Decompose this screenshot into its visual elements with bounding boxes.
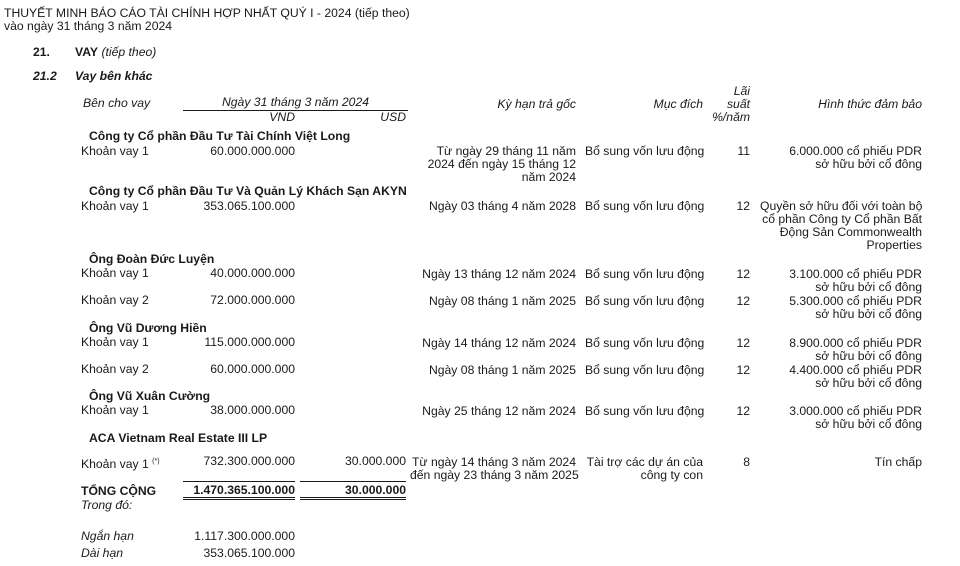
lender-name: Công ty Cổ phần Đầu Tư Và Quản Lý Khách Sạn AKYN: [89, 184, 407, 198]
loan-label: Khoản vay 1: [81, 403, 149, 417]
loan-vnd: 353.065.100.000: [203, 199, 295, 213]
total-usd: 30.000.000: [345, 483, 406, 497]
subsection-number: 21.2: [33, 69, 57, 83]
section-title-suffix: (tiếp theo): [101, 45, 157, 59]
header-vnd: VND: [269, 110, 295, 124]
loan-collateral-line: 5.300.000 cổ phiếu PDR: [789, 294, 922, 308]
loan-collateral-line: cổ phần Công ty Cổ phần Bất: [762, 212, 922, 226]
loan-collateral-line: Properties: [866, 238, 922, 252]
header-usd: USD: [380, 110, 406, 124]
lender-name: Ông Vũ Xuân Cường: [89, 389, 211, 403]
loan-collateral-line: 4.400.000 cổ phiếu PDR: [789, 363, 922, 377]
total-usd-double-underline: [300, 499, 406, 500]
lender-name: Công ty Cổ phần Đầu Tư Tài Chính Việt Long: [89, 129, 351, 143]
header-term: Kỳ hạn trả gốc: [497, 97, 576, 111]
loan-collateral-line: 3.000.000 cổ phiếu PDR: [789, 404, 922, 418]
loan-purpose: Bổ sung vốn lưu động: [585, 363, 705, 377]
loan-purpose: Bổ sung vốn lưu động: [585, 336, 705, 350]
loan-rate: 12: [736, 363, 750, 377]
section-number: 21.: [33, 45, 50, 59]
total-usd-rule: [300, 481, 406, 482]
header-purpose: Mục đích: [653, 97, 703, 111]
loan-collateral-line: sở hữu bởi cổ đông: [815, 280, 922, 294]
loan-term-line: Ngày 08 tháng 1 năm 2025: [428, 363, 576, 377]
short-term-label: Ngắn hạn: [81, 529, 134, 543]
loan-term-line: đến ngày 23 tháng 3 năm 2025: [410, 468, 579, 482]
loan-collateral-line: Động Sản Commonwealth: [779, 225, 922, 239]
section-title-text: VAY: [75, 45, 99, 59]
long-term-label: Dài hạn: [81, 546, 124, 560]
loan-label: Khoản vay 1: [81, 199, 149, 213]
total-vnd-rule: [183, 481, 295, 482]
loan-collateral-line: 8.900.000 cổ phiếu PDR: [789, 336, 922, 350]
loan-term-line: Từ ngày 29 tháng 11 năm: [436, 144, 576, 158]
loan-purpose: Bổ sung vốn lưu động: [585, 199, 705, 213]
report-subtitle: vào ngày 31 tháng 3 năm 2024: [4, 19, 173, 33]
loan-purpose: Tài trợ các dự án của: [586, 455, 703, 469]
loan-rate: 12: [736, 404, 750, 418]
loan-term-line: Từ ngày 14 tháng 3 năm 2024: [411, 455, 576, 469]
loan-label: [81, 455, 160, 471]
lender-name: Ông Vũ Dương Hiền: [89, 321, 207, 335]
loan-collateral-line: sở hữu bởi cổ đông: [815, 417, 922, 431]
footnote-mark: (*): [152, 458, 160, 465]
loan-label: Khoản vay 1: [81, 266, 149, 280]
loan-label: Khoản vay 2: [81, 362, 149, 376]
loan-vnd: 115.000.000.000: [204, 335, 295, 349]
loan-vnd: 72.000.000.000: [210, 293, 295, 307]
loan-collateral-line: sở hữu bởi cổ đông: [815, 349, 922, 363]
loan-rate: 12: [736, 199, 750, 213]
loan-label: Khoản vay 1: [81, 144, 149, 158]
total-label: TỔNG CỘNG: [81, 484, 157, 498]
header-collateral: Hình thức đảm bảo: [818, 97, 922, 111]
loan-purpose: Bổ sung vốn lưu động: [585, 267, 705, 281]
loan-term-line: Ngày 13 tháng 12 năm 2024: [422, 267, 576, 281]
header-lender: Bên cho vay: [83, 96, 151, 110]
header-rate-1: Lãi: [733, 84, 750, 98]
loan-vnd: 60.000.000.000: [210, 362, 295, 376]
loan-collateral-line: sở hữu bởi cổ đông: [815, 307, 922, 321]
loan-collateral-line: sở hữu bởi cổ đông: [815, 157, 922, 171]
loan-vnd: 40.000.000.000: [210, 266, 295, 280]
loan-vnd: 60.000.000.000: [210, 144, 295, 158]
loan-rate: 12: [736, 267, 750, 281]
loan-collateral-line: sở hữu bởi cổ đông: [815, 376, 922, 390]
loan-purpose: công ty con: [640, 468, 703, 482]
loan-label: Khoản vay 1: [81, 335, 149, 349]
long-term-value: 353.065.100.000: [203, 546, 295, 560]
loan-collateral-line: Quyền sở hữu đối với toàn bộ: [760, 199, 923, 213]
loan-collateral-line: 3.100.000 cổ phiếu PDR: [789, 267, 922, 281]
subsection-title: Vay bên khác: [75, 69, 153, 83]
loan-usd: 30.000.000: [345, 454, 406, 468]
lender-name: ACA Vietnam Real Estate III LP: [89, 431, 268, 445]
section-title: [75, 46, 156, 59]
loan-rate: 12: [736, 294, 750, 308]
loan-label: Khoản vay 2: [81, 293, 149, 307]
loan-rate: 8: [743, 455, 750, 469]
loan-term-line: Ngày 08 tháng 1 năm 2025: [428, 294, 576, 308]
loan-term-line: Ngày 03 tháng 4 năm 2028: [428, 199, 576, 213]
header-date: Ngày 31 tháng 3 năm 2024: [221, 95, 370, 109]
loan-term-line: năm 2024: [521, 170, 576, 184]
loan-rate: 11: [737, 144, 750, 158]
loan-term-line: Ngày 14 tháng 12 năm 2024: [422, 336, 576, 350]
short-term-value: 1.117.300.000.000: [194, 529, 295, 543]
loan-rate: 12: [736, 336, 750, 350]
loan-purpose: Bổ sung vốn lưu động: [585, 404, 705, 418]
loan-term-line: Ngày 25 tháng 12 năm 2024: [422, 404, 576, 418]
loan-label-text: Khoản vay 1: [81, 457, 149, 472]
loan-collateral-line: Tín chấp: [874, 455, 922, 469]
loan-purpose: Bổ sung vốn lưu động: [585, 144, 705, 158]
total-vnd: 1.470.365.100.000: [193, 483, 295, 497]
total-usd-underline: [300, 497, 406, 498]
total-vnd-double-underline: [183, 499, 295, 500]
header-rate-3: %/năm: [712, 110, 750, 124]
loan-vnd: 38.000.000.000: [210, 403, 295, 417]
loan-purpose: Bổ sung vốn lưu động: [585, 294, 705, 308]
lender-name: Ông Đoàn Đức Luyện: [89, 252, 215, 266]
loan-vnd: 732.300.000.000: [203, 454, 295, 468]
report-title: THUYẾT MINH BÁO CÁO TÀI CHÍNH HỢP NHẤT QUÝ I - 2024 (tiếp theo): [4, 6, 410, 20]
header-rate-2: suất: [726, 97, 750, 111]
loan-term-line: 2024 đến ngày 15 tháng 12: [427, 157, 576, 171]
total-vnd-underline: [183, 497, 295, 498]
loan-collateral-line: 6.000.000 cổ phiếu PDR: [789, 144, 922, 158]
of-which-label: Trong đó:: [81, 498, 133, 512]
